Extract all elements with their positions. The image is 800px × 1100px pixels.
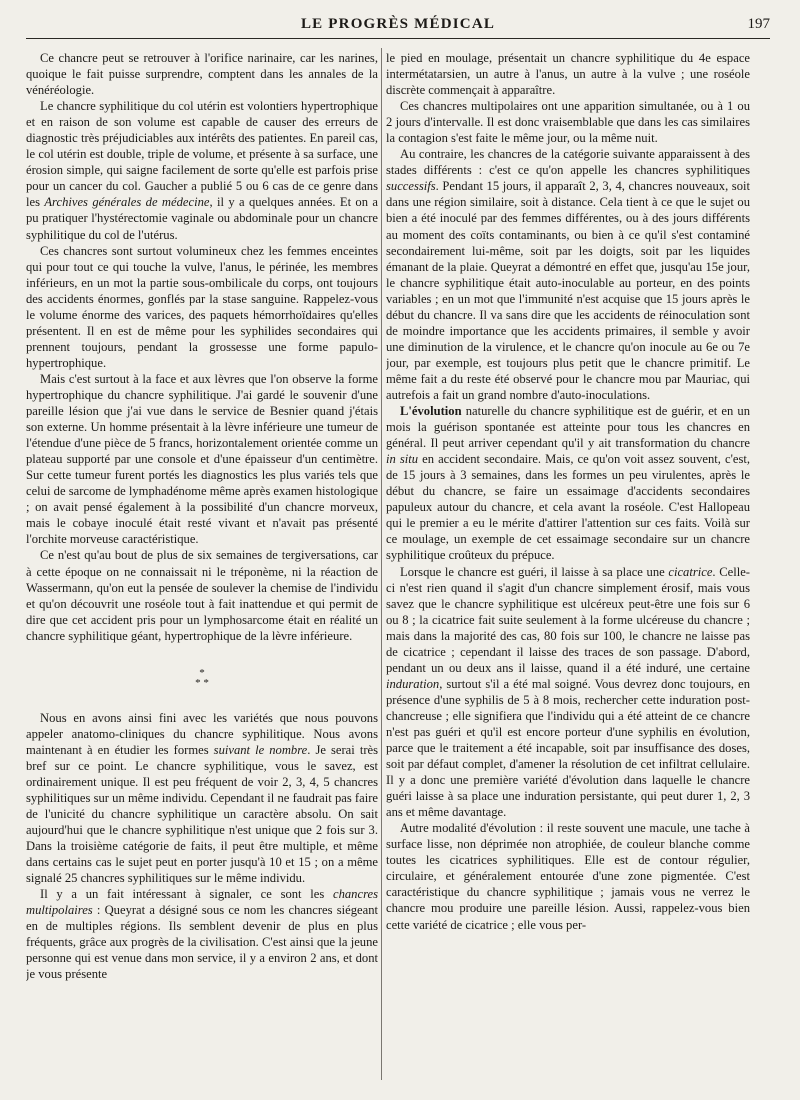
- paragraph: Au contraire, les chancres de la catégorie suivante apparaissent à des stades différents : c'est ce qu'on appelle les chancres syphilitiques successifs. Pendant 15 jours, il apparaît 2, 3, 4, chancres nouveaux, soit dans une région similaire, soit à distance. Cela tient à ce que le sujet ou bien a été inoculé par des femmes différentes, ou à des jours différents au moment des coïts contaminants, ou bien à ce qu'il s'est contaminé secondairement lui-même, soit par les doigts, soit par les liquides émanant de la plaie. Queyrat a démontré en effet que, jusqu'au 15e jour, le chancre syphilitique était auto-inoculable au porteur, en des points variables ; en un mot que l'immunité n'est acquise que 15 jours après le début du chancre. Il va sans dire que les accidents de réinoculation sont de moindre importance que les accidents primaires, il semble y avoir une diminution de la virulence, et le chancre qu'on inocule au 6e ou 7e jour, par exemple, est toujours plus petit que le chancre primitif. Le même fait a du reste été observé pour le chancre mou par Mauriac, qui autrefois a fait un grand nombre d'auto-inoculations.: [386, 147, 750, 402]
- paragraph: Mais c'est surtout à la face et aux lèvres que l'on observe la forme hypertrophique du chancre syphilitique. J'ai gardé le souvenir d'une pareille lésion que j'ai vue dans le service de Besnier quand j'étais son externe. Un homme présentait à la lèvre inférieure une tumeur de l'étendue d'une pièce de 5 francs, horizontalement orientée comme un plateau supporté par une console et d'une épaisseur d'un centimètre. Sur cette tumeur furent portés les diagnostics les plus variés tels que celui de sarcome de lymphadénome même après examen histologique ; on avait pensé également à la possibilité d'un chancre morveux, mais le cobaye inoculé était resté vivant et n'avait pas présenté l'orchite morveuse caractéristique.: [26, 371, 378, 547]
- paragraph: Ces chancres multipolaires ont une apparition simultanée, ou à 1 ou 2 jours d'intervalle. Il est donc vraisemblable que dans les cas similaires la contagion s'est faite le même jour, ou la même nuit.: [386, 99, 750, 146]
- paragraph: Le chancre syphilitique du col utérin est volontiers hypertrophique et en raison de son volume est capable de causer des erreurs de diagnostic très préjudiciables aux intérêts des patientes. En pareil cas, le col utérin est double, triple de volume, et présente à sa surface, une érosion simple, qui saigne facilement de sorte qu'elle est parfois prise pour un cancer du col. Gaucher a publié 5 ou 6 cas de ce genre dans les Archives générales de médecine, il y a quelques années. Et on a pu pratiquer l'hystérectomie vaginale ou abdominale pour un chancre syphilitique du col de l'utérus.: [26, 99, 378, 242]
- page-number: 197: [747, 16, 770, 32]
- column-divider: [381, 48, 382, 1080]
- left-column: [26, 50, 378, 1086]
- paragraph: Lorsque le chancre est guéri, il laisse à sa place une cicatrice. Celle-ci n'est rien quand il s'agit d'un chancre simplement érosif, mais vous savez que le chancre syphilitique est ulcéreux peut-être une fois sur 6 ou 8 ; la cicatrice fait suite seulement à la forme ulcéreuse du chancre ; mais dans la majorité des cas, 80 fois sur 100, le chancre ne laisse pas de cicatrice ; cependant il laisse des traces de son passage. D'abord, pendant un ou deux ans il laisse, quand il a été induré, une certaine induration, surtout s'il a été mal soigné. Vous devrez donc toujours, en présence d'une syphilis de 5 à 8 mois, rechercher cette induration post-chancreuse ; elle signifiera que l'individu qui a été atteint de ce chancre n'est pas guéri et qu'il est encore porteur d'une syphilis en évolution, parce que le traitement a été incapable, soit par insuffisance des doses, soit par défaut complet, d'amener la résolution de cet infiltrat cellulaire. Il y a donc une première variété d'évolution dans laquelle le chancre guéri laisse à sa place une induration persistante, qui peut durer 1, 2, 3 ans et même davantage.: [386, 564, 750, 820]
- paragraph: Ce n'est qu'au bout de plus de six semaines de tergiversations, car à cette époque on ne connaissait ni le tréponème, ni la réaction de Wassermann, qu'on eut la pensée de soulever la chemise de l'individu et qu'on découvrit une roséole tout à fait inattendue et qui permit de dire que cet accident pris pour un lymphosarcome était en réalité un chancre syphilitique géant, hypertrophique de la lèvre inférieure.: [26, 548, 378, 643]
- paragraph: Il y a un fait intéressant à signaler, ce sont les chancres multipolaires : Queyrat a désigné sous ce nom les chancres siégeant en de multiples régions. Ils semblent devenir de plus en plus fréquents, grâce aux progrès de la civilisation. C'est ainsi que la jeune personne qui est venue dans mon service, il y a environ 2 ans, et dont je vous présente: [26, 887, 378, 982]
- paragraph: Nous en avons ainsi fini avec les variétés que nous pouvons appeler anatomo-cliniques du chancre syphilitique. Nous avons maintenant à en étudier les formes suivant le nombre. Je serai très bref sur ce point. Le chancre syphilitique, vous le savez, est ordinairement unique. Il est peu fréquent de voir 2, 3, 4, 5 chancres syphilitiques sur un même individu. Cependant il ne faudrait pas faire de l'unicité du chancre syphilitique un caractère absolu. On sait aujourd'hui que le chancre syphilitique n'est unique que 2 fois sur 3. Dans la troisième catégorie de faits, il peut être multiple, et même dans certains cas le sujet peut en porter jusqu'à 10 et 15 ; on a même signalé 25 chancres syphilitiques sur le même individu.: [26, 710, 378, 886]
- right-column: [386, 50, 750, 1086]
- paragraph: Ces chancres sont surtout volumineux chez les femmes enceintes qui pour tout ce qui touche la vulve, l'anus, le périnée, les membres inférieurs, en un mot la partie sous-ombilicale du corps, ont toujours des accidents énormes, gonflés par la stase sanguine. Rappelez-vous le volume énorme des varices, des paquets hémorrhoïdaires qu'elles présentent. Il en est de même pour les syphilides secondaires qui prennent toujours, pendant la grossesse une forme papulo-hypertrophique.: [26, 243, 378, 370]
- paragraph: Autre modalité d'évolution : il reste souvent une macule, une tache à surface lisse, non déprimée non atrophiée, de couleur blanche comme toutes les cicatrices syphilitiques. Elle est de contour régulier, circulaire, et généralement entourée d'une zone pigmentée. C'est caractéristique du chancre syphilitique ; jamais vous ne verrez le chancre mou produire une pareille lésion. Aussi, rappelez-vous bien cette variété de cicatrice ; elle vous per-: [386, 821, 750, 932]
- section-separator-asterisks: * * *: [195, 666, 209, 689]
- journal-title: LE PROGRÈS MÉDICAL: [300, 16, 496, 32]
- paragraph: le pied en moulage, présentait un chancre syphilitique du 4e espace intermétatarsien, un autre à l'anus, un autre à la vulve ; une roséole discrète commençait à apparaître.: [386, 51, 750, 98]
- page-header: [26, 12, 770, 39]
- paragraph: Ce chancre peut se retrouver à l'orifice narinaire, car les narines, quoique le fait puisse surprendre, comptent dans les annales de la vénéréologie.: [26, 51, 378, 98]
- paragraph: L'évolution naturelle du chancre syphilitique est de guérir, et en un mois la guérison spontanée est atteinte pour tous les chancres en général. Il peut arriver cependant qu'il y ait transformation du chancre in situ en accident secondaire. Mais, ce qu'on voit assez souvent, c'est, de 15 jours à 3 semaines, dans les formes un peu virulentes, après le début du chancre, se faire un essaimage d'accidents secondaires papuleux autour du chancre, et cela avant la roséole. C'est Hallopeau qui le premier a eu le mérite d'attirer l'attention sur ces faits. Voilà sur ce moulage, un exemple de cet essaimage secondaire sur un chancre syphilitique croûteux du prépuce.: [386, 404, 750, 563]
